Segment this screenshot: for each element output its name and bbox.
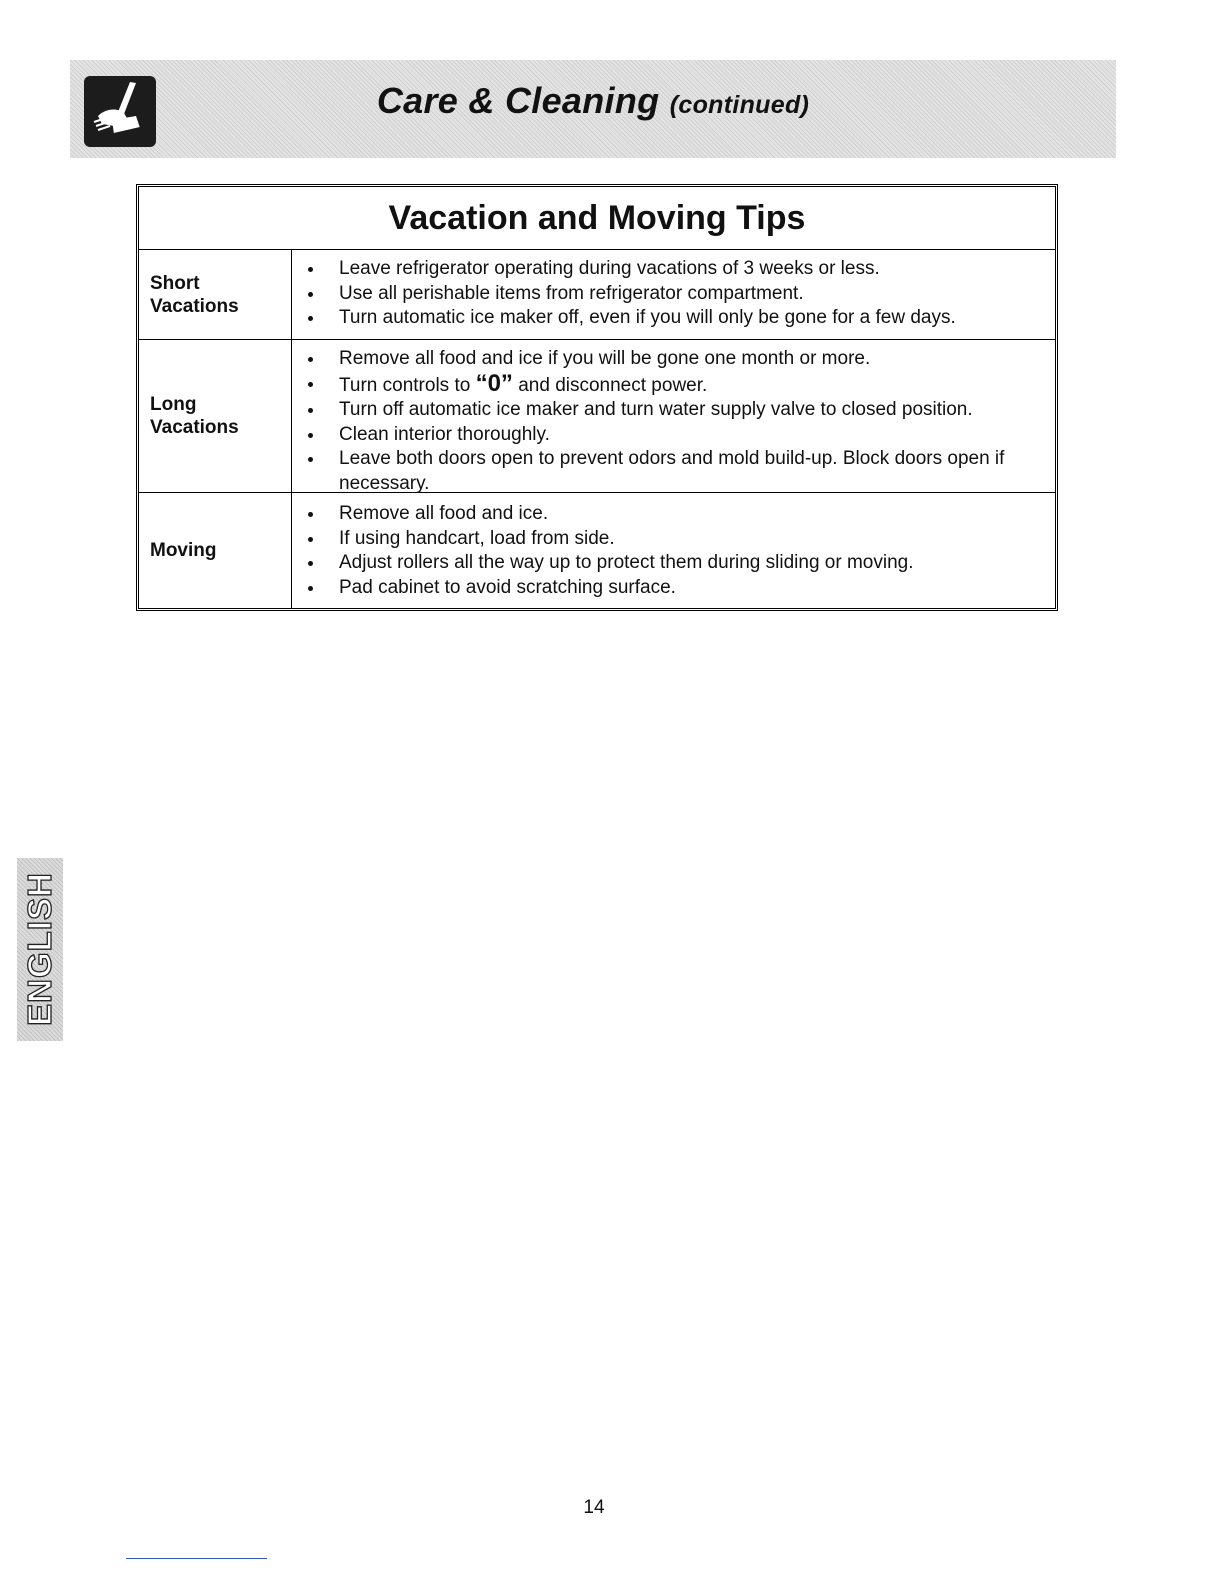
list-item: Clean interior thoroughly. bbox=[292, 423, 1045, 448]
footer-divider bbox=[126, 1558, 267, 1559]
list-item: Leave refrigerator operating during vacations of 3 weeks or less. bbox=[292, 257, 1045, 282]
list-item: Adjust rollers all the way up to protect them during sliding or moving. bbox=[292, 551, 1045, 576]
language-label: ENGLISH bbox=[21, 872, 58, 1026]
list-item: Pad cabinet to avoid scratching surface. bbox=[292, 576, 1045, 601]
zero-setting: “0” bbox=[475, 369, 513, 397]
list-item: Remove all food and ice if you will be gone one month or more. bbox=[292, 347, 1045, 372]
list-item: Turn off automatic ice maker and turn water supply valve to closed position. bbox=[292, 398, 1045, 423]
row-label-text: Moving bbox=[150, 540, 217, 561]
table-row-moving bbox=[139, 493, 1055, 608]
list-item: If using handcart, load from side. bbox=[292, 527, 1045, 552]
list-item: Turn automatic ice maker off, even if you will only be gone for a few days. bbox=[292, 306, 1045, 331]
vacation-moving-tips-table bbox=[136, 184, 1058, 611]
title-text: Care & Cleaning bbox=[376, 80, 660, 121]
row-label bbox=[139, 250, 292, 339]
row-label bbox=[139, 340, 292, 492]
bullet-list bbox=[292, 250, 1055, 339]
row-label-text: Long Vacations bbox=[150, 394, 239, 438]
list-item: Leave both doors open to prevent odors and mold build-up. Block doors open if necessary. bbox=[292, 447, 1045, 496]
list-item: Remove all food and ice. bbox=[292, 502, 1045, 527]
page-title bbox=[70, 80, 1116, 122]
language-side-tab bbox=[17, 858, 63, 1041]
bullet-list bbox=[292, 340, 1055, 492]
row-label-text: Short Vacations bbox=[150, 272, 239, 317]
row-label bbox=[139, 493, 292, 608]
table-row-long-vacations bbox=[139, 340, 1055, 493]
title-continued: (continued) bbox=[669, 91, 810, 119]
bullet-list bbox=[292, 493, 1055, 608]
table-heading: Vacation and Moving Tips bbox=[139, 187, 1055, 250]
page-number: 14 bbox=[583, 1497, 605, 1518]
table-row-short-vacations bbox=[139, 250, 1055, 340]
list-item: Turn controls to “0” and disconnect power. bbox=[292, 372, 1045, 399]
section-header-banner bbox=[70, 60, 1116, 158]
list-item: Use all perishable items from refrigerator compartment. bbox=[292, 282, 1045, 307]
